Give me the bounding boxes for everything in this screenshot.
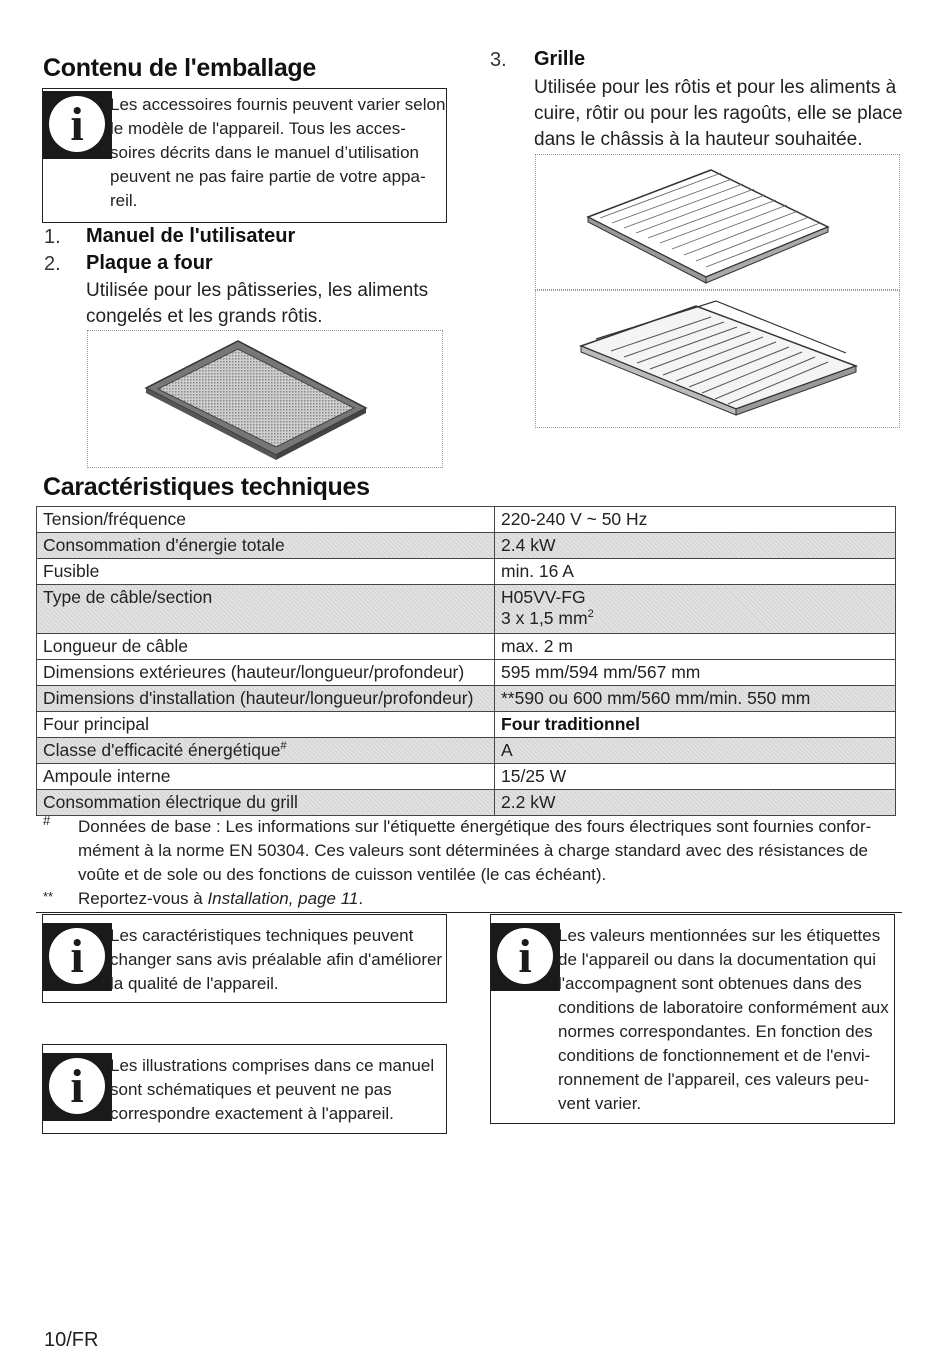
- footnote-mark: #: [43, 813, 51, 828]
- spec-label-energy: [37, 738, 495, 764]
- superscript: 2: [587, 608, 594, 621]
- footnote-line: mément à la norme EN 50304. Ces valeurs sont déterminées à charge standard avec des résistances de: [78, 841, 868, 860]
- info-icon: i: [42, 91, 112, 159]
- info-line: Les illustrations comprises dans ce manuel: [110, 1056, 435, 1075]
- superscript: #: [280, 740, 287, 753]
- spec-label: Tension/fréquence: [37, 507, 495, 533]
- spec-value: 3 x 1,5 mm: [501, 608, 588, 628]
- spec-label: Consommation électrique du grill: [37, 790, 495, 816]
- table-row: [37, 660, 896, 686]
- item-number: 1.: [44, 226, 61, 248]
- info-line: vent varier.: [558, 1094, 642, 1113]
- wire-grid-illustration: [535, 154, 900, 290]
- wire-grid-tray-illustration: [535, 290, 900, 428]
- info-icon: i: [490, 923, 560, 991]
- info-line: la qualité de l'appareil.: [110, 974, 279, 993]
- info-line: Les caractéristiques techniques peuvent: [110, 926, 414, 945]
- info-line: correspondre exactement à l'appareil.: [110, 1104, 394, 1123]
- spec-label: Classe d'efficacité énergétique: [43, 740, 281, 760]
- info-line: conditions de fonctionnement et de l'envi-: [558, 1046, 871, 1065]
- spec-value: A: [495, 738, 896, 764]
- info-line: ronnement de l'appareil, ces valeurs peu-: [558, 1070, 870, 1089]
- specs-change-info-box: [42, 914, 447, 1003]
- item-title-tray: Plaque a four: [86, 252, 213, 274]
- spec-value: 15/25 W: [495, 764, 896, 790]
- info-line: soires décrits dans le manuel d’utilisation: [110, 143, 419, 162]
- spec-value: 595 mm/594 mm/567 mm: [495, 660, 896, 686]
- footnote-text: Reportez-vous à: [78, 889, 208, 908]
- table-row: [37, 790, 896, 816]
- info-icon: i: [42, 923, 112, 991]
- table-row: [37, 533, 896, 559]
- spec-label: Ampoule interne: [37, 764, 495, 790]
- specs-heading: Caractéristiques techniques: [43, 473, 370, 501]
- spec-value: 2.4 kW: [495, 533, 896, 559]
- label-values-info-box: [490, 914, 895, 1124]
- table-row: [37, 585, 896, 634]
- table-row: [37, 764, 896, 790]
- table-row: [37, 712, 896, 738]
- item-title-manual: Manuel de l'utilisateur: [86, 225, 296, 247]
- item-description-line: dans le châssis à la hauteur souhaitée.: [534, 129, 863, 150]
- spec-value-cable: [495, 585, 896, 634]
- table-row: [37, 738, 896, 764]
- spec-value: 2.2 kW: [495, 790, 896, 816]
- baking-tray-illustration: [87, 330, 443, 468]
- packaging-info-box: [42, 88, 447, 223]
- spec-label: Longueur de câble: [37, 634, 495, 660]
- item-number: 3.: [490, 49, 507, 71]
- info-line: changer sans avis préalable afin d'améliorer: [110, 950, 443, 969]
- table-row: [37, 634, 896, 660]
- spec-label: Consommation d'énergie totale: [37, 533, 495, 559]
- spec-value: H05VV-FG: [501, 587, 586, 607]
- spec-value: **590 ou 600 mm/560 mm/min. 550 mm: [495, 686, 896, 712]
- item-description-line: Utilisée pour les rôtis et pour les aliments à: [534, 77, 897, 98]
- footnote-link[interactable]: Installation, page 11: [207, 889, 359, 908]
- spec-label: Dimensions d'installation (hauteur/longueur/profondeur): [37, 686, 495, 712]
- footnote-mark: **: [43, 889, 54, 904]
- footnote-reference: Reportez-vous à Installation, page 11.: [78, 889, 364, 908]
- info-line: normes correspondantes. En fonction des: [558, 1022, 873, 1041]
- spec-value: max. 2 m: [495, 634, 896, 660]
- info-line: Les valeurs mentionnées sur les étiquettes: [558, 926, 881, 945]
- spec-label: Four principal: [37, 712, 495, 738]
- page-number: 10/FR: [44, 1329, 99, 1351]
- info-line: Les accessoires fournis peuvent varier selon: [110, 95, 446, 114]
- spec-value: Four traditionnel: [495, 712, 896, 738]
- item-number: 2.: [44, 253, 61, 275]
- info-line: reil.: [110, 191, 138, 210]
- item-title-grid: Grille: [534, 48, 586, 70]
- info-line: le modèle de l'appareil. Tous les acces-: [110, 119, 406, 138]
- info-icon: i: [42, 1053, 112, 1121]
- table-row: [37, 507, 896, 533]
- divider: [36, 912, 902, 913]
- table-row: [37, 559, 896, 585]
- footnote-line: Données de base : Les informations sur l'étiquette énergétique des fours électriques sont fournies confor-: [78, 817, 872, 836]
- info-line: peuvent ne pas faire partie de votre appa-: [110, 167, 426, 186]
- info-line: sont schématiques et peuvent ne pas: [110, 1080, 392, 1099]
- spec-label: Dimensions extérieures (hauteur/longueur/profondeur): [37, 660, 495, 686]
- spec-value: 220-240 V ~ 50 Hz: [495, 507, 896, 533]
- packaging-heading: Contenu de l'emballage: [43, 54, 317, 82]
- item-description-line: cuire, rôtir ou pour les ragoûts, elle se place: [534, 103, 903, 124]
- info-line: de l'appareil ou dans la documentation qui: [558, 950, 876, 969]
- spec-value: min. 16 A: [495, 559, 896, 585]
- info-line: conditions de laboratoire conformément aux: [558, 998, 889, 1017]
- item-description-line: congelés et les grands rôtis.: [86, 306, 323, 327]
- specs-table: [36, 506, 896, 816]
- illustrations-info-box: [42, 1044, 447, 1134]
- item-description-line: Utilisée pour les pâtisseries, les aliments: [86, 280, 429, 301]
- info-line: l'accompagnent sont obtenues dans des: [558, 974, 862, 993]
- spec-label: Fusible: [37, 559, 495, 585]
- table-row: [37, 686, 896, 712]
- spec-label: Type de câble/section: [37, 585, 495, 634]
- footnote-line: voûte et de sole ou des fonctions de cuisson ventilée (le cas échéant).: [78, 865, 607, 884]
